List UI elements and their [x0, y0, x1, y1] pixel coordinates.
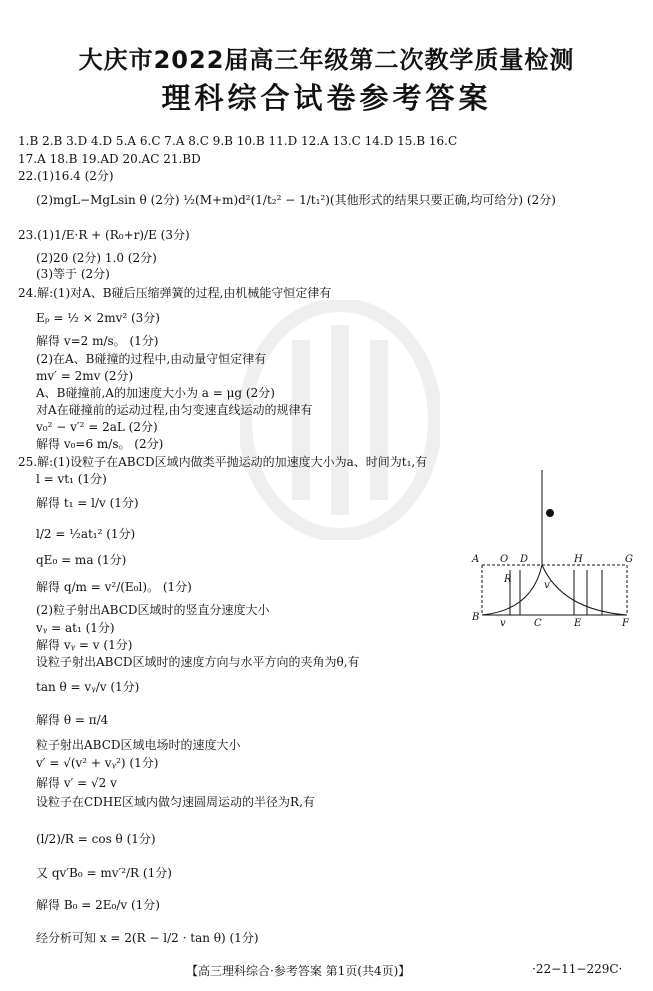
- q23-part3: (3)等于 (2分): [36, 267, 110, 281]
- q24-line3: (2)在A、B碰撞的过程中,由动量守恒定律有: [36, 352, 267, 366]
- label-d: D: [520, 554, 529, 565]
- q25-line2: 解得 t₁ = l/v (1分): [36, 496, 139, 510]
- label-r: R: [504, 574, 512, 585]
- q25-line15: 设粒子在CDHE区域内做匀速圆周运动的半径为R,有: [36, 795, 315, 809]
- field-region-diagram: [462, 470, 642, 635]
- q25-line6: (2)粒子射出ABCD区域时的竖直分速度大小: [36, 603, 270, 617]
- q25-intro: 25.解:(1)设粒子在ABCD区域内做类平抛运动的加速度大小为a、时间为t₁,有: [18, 455, 428, 469]
- q25-line17: 又 qv′B₀ = mv′²/R (1分): [36, 866, 172, 880]
- q25-line9: 设粒子射出ABCD区域时的速度方向与水平方向的夹角为θ,有: [36, 655, 360, 669]
- q24-line5: A、B碰撞前,A的加速度大小为 a = μg (2分): [36, 386, 275, 400]
- particle-dot: [546, 509, 554, 517]
- q25-line12: 粒子射出ABCD区域电场时的速度大小: [36, 738, 241, 752]
- label-a: A: [472, 554, 480, 565]
- label-c: C: [534, 618, 542, 629]
- footer-page-info: 【高三理科综合·参考答案 第1页(共4页)】: [186, 964, 411, 978]
- q25-line1: l = vt₁ (1分): [36, 472, 107, 486]
- q23-part2: (2)20 (2分) 1.0 (2分): [36, 251, 157, 265]
- q25-line14: 解得 v′ = √2 v: [36, 776, 117, 790]
- q25-line10: tan θ = vᵧ/v (1分): [36, 680, 140, 694]
- label-v: v: [500, 618, 506, 629]
- q25-line19: 经分析可知 x = 2(R − l/2 · tan θ) (1分): [36, 931, 259, 945]
- label-b: B: [472, 612, 480, 623]
- label-h: H: [574, 554, 583, 565]
- q24-line7: v₀² − v′² = 2aL (2分): [36, 420, 158, 434]
- q24-line2: 解得 v=2 m/s。 (1分): [36, 334, 159, 348]
- mc-answers-row-2: 17.A 18.B 19.AD 20.AC 21.BD: [18, 152, 201, 166]
- watermark-logo: [240, 300, 440, 540]
- page-title-line1: 大庆市2022届高三年级第二次教学质量检测: [78, 46, 575, 74]
- q25-line5: 解得 q/m = v²/(E₀l)。 (1分): [36, 580, 192, 594]
- q25-line13: v′ = √(v² + vᵧ²) (1分): [36, 756, 159, 770]
- q23-part1: 23.(1)1/E·R + (R₀+r)/E (3分): [18, 228, 190, 242]
- label-vprime: v′: [544, 580, 552, 591]
- page-title-line2: 理科综合试卷参考答案: [161, 81, 492, 115]
- q25-line11: 解得 θ = π/4: [36, 713, 109, 727]
- label-g: G: [625, 554, 633, 565]
- q25-line3: l/2 = ½at₁² (1分): [36, 527, 136, 541]
- q24-line1: Eₚ = ½ × 2mv² (3分): [36, 311, 160, 325]
- q25-line7: vᵧ = at₁ (1分): [36, 621, 115, 635]
- q24-line4: mv′ = 2mv (2分): [36, 369, 134, 383]
- label-e: E: [574, 618, 582, 629]
- q24-intro: 24.解:(1)对A、B碰后压缩弹簧的过程,由机械能守恒定律有: [18, 286, 332, 300]
- mc-answers-row-1: 1.B 2.B 3.D 4.D 5.A 6.C 7.A 8.C 9.B 10.B 11.D 12.A 13.C 14.D 15.B 16.C: [18, 134, 458, 148]
- label-o: O: [500, 554, 509, 565]
- q24-line8: 解得 v₀=6 m/s。 (2分): [36, 437, 164, 451]
- q25-line4: qE₀ = ma (1分): [36, 553, 127, 567]
- q25-line18: 解得 B₀ = 2E₀/v (1分): [36, 898, 160, 912]
- q24-line6: 对A在碰撞前的运动过程,由匀变速直线运动的规律有: [36, 403, 313, 417]
- label-f: F: [622, 618, 629, 629]
- footer-code: ·22−11−229C·: [532, 962, 623, 976]
- q22-part1: 22.(1)16.4 (2分): [18, 169, 114, 183]
- q25-line8: 解得 vᵧ = v (1分): [36, 638, 133, 652]
- q25-line16: (l/2)/R = cos θ (1分): [36, 832, 156, 846]
- q22-part2: (2)mgL−MgLsin θ (2分) ½(M+m)d²(1/t₂² − 1/t₁²)(其他形式的结果只要正确,均可给分) (2分): [36, 193, 556, 207]
